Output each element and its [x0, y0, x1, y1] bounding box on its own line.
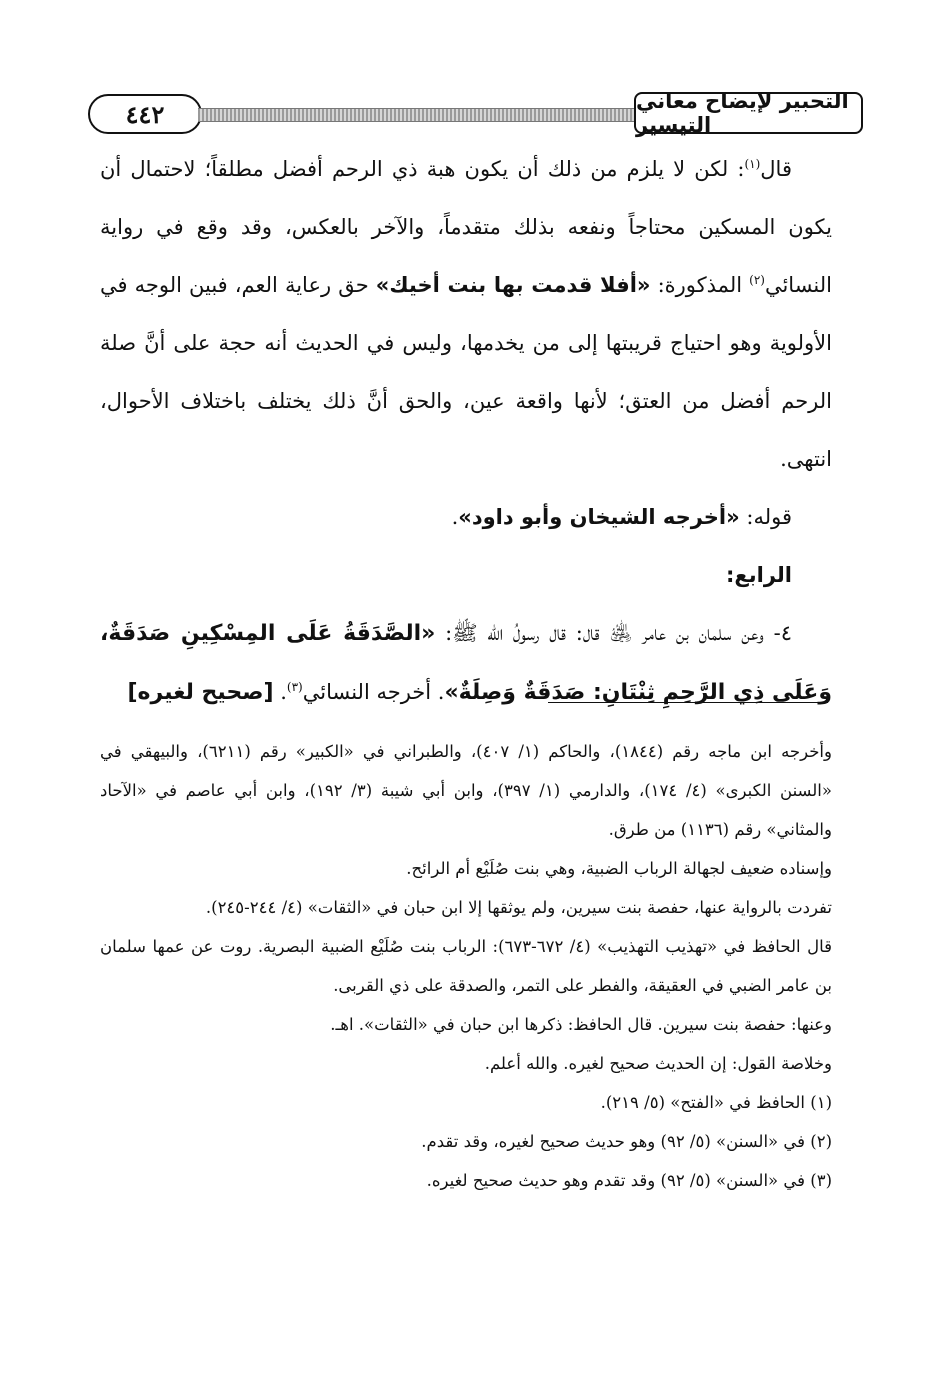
- footnote-line: وأخرجه ابن ماجه رقم (١٨٤٤)، والحاكم (١/ ٤٠٧)، والطبراني في «الكبير» رقم (٦٢١١)، والبيهقي في «السنن الكبرى» (٤/ ١٧٤)، والدارمي (١/ ٣٩٧)، وابن أبي شيبة (٣/ ١٩٢)، وابن أبي عاصم في «الآحاد والمثاني» رقم (١١٣٦) من طرق.: [100, 742, 832, 839]
- book-title: التحبير لإيضاح معاني التيسير: [634, 92, 863, 134]
- paragraph-commentary: [100, 140, 832, 488]
- text-fragment: قوله:: [739, 505, 792, 529]
- footnote-line: (١) الحافظ في «الفتح» (٥/ ٢١٩).: [600, 1093, 832, 1112]
- footnote-ref: (٢): [749, 273, 765, 287]
- footnote-line: وإسناده ضعيف لجهالة الرباب الضبية، وهي بنت صُلَيْع أم الرائح.: [406, 859, 832, 878]
- footnote-line: (٣) في «السنن» (٥/ ٩٢) وقد تقدم وهو حديث صحيح لغيره.: [426, 1171, 832, 1190]
- footnote-separator: [548, 702, 828, 703]
- hadith-text: «الصَّدَقَةُ عَلَى المِسْكِينِ صَدَقَةٌ، وَعَلَى ذِي الرَّحِمِ ثِنْتَانِ: صَدَقَةٌ وَصِلَةٌ»: [100, 621, 832, 705]
- main-text: [100, 140, 832, 722]
- footnote-ref: (٣): [286, 680, 303, 694]
- grade-label: [صحيح لغيره]: [127, 680, 274, 705]
- page-header: [88, 89, 863, 137]
- text-fragment: . أخرجه النسائي: [302, 680, 445, 704]
- text-fragment: المذكورة:: [650, 273, 750, 297]
- text-fragment: حق رعاية العم، فبين الوجه في الأولوية وهو احتياج قريبتها إلى من يخدمها، وليس في الحديث أنه حجة على أنَّ صلة الرحم أفضل من العتق؛ لأنها واقعة عين، والحق أنَّ ذلك يختلف باختلاف الأحوال، انتهى.: [100, 273, 832, 471]
- text-fragment: .: [451, 505, 459, 529]
- header-ornament-bar: [198, 108, 638, 122]
- text-fragment: : لكن لا يلزم من ذلك أن يكون هبة ذي الرحم أفضل مطلقاً؛ لاحتمال أن يكون المسكين محتاجاً ونفعه بذلك متقدماً، والآخر بالعكس، وقد وقع في رواية النسائي: [100, 157, 833, 297]
- quoted-phrase: «أخرجه الشيخان وأبو داود»: [458, 505, 740, 529]
- footnote-line: وخلاصة القول: إن الحديث صحيح لغيره. والله أعلم.: [484, 1054, 832, 1073]
- footnote-ref: (١): [744, 157, 761, 171]
- footnote-line: تفردت بالرواية عنها، حفصة بنت سيرين، ولم يوثقها إلا ابن حبان في «الثقات» (٤/ ٢٤٤-٢٤٥).: [205, 898, 832, 917]
- page-number: ٤٤٢: [88, 94, 202, 134]
- footnote-line: (٢) في «السنن» (٥/ ٩٢) وهو حديث صحيح لغيره، وقد تقدم.: [421, 1132, 832, 1151]
- footnote-line: وعنها: حفصة بنت سيرين. قال الحافظ: ذكرها ابن حبان في «الثقات». اهـ.: [330, 1015, 832, 1034]
- heading-text: الرابع:: [726, 563, 792, 587]
- text-fragment: ٤- وعن سلمان بن عامر ﵁ قال: قال رسولُ الله ﷺ:: [435, 621, 793, 645]
- paragraph-qawluhu: [100, 488, 832, 546]
- section-heading: [100, 546, 832, 604]
- footnotes: [100, 732, 832, 1200]
- text-fragment: .: [273, 680, 287, 704]
- paragraph-hadith: [100, 604, 832, 722]
- quoted-phrase: «أفلا قدمت بها بنت أخيك»: [375, 273, 651, 297]
- text-fragment: قال: [760, 157, 792, 181]
- footnote-line: قال الحافظ في «تهذيب التهذيب» (٤/ ٦٧٢-٦٧٣): الرباب بنت صُلَيْع الضبية البصرية. روت عن عمها سلمان بن عامر الضبي في العقيقة، والفطر على التمر، والصدقة على ذي القربى.: [100, 937, 832, 995]
